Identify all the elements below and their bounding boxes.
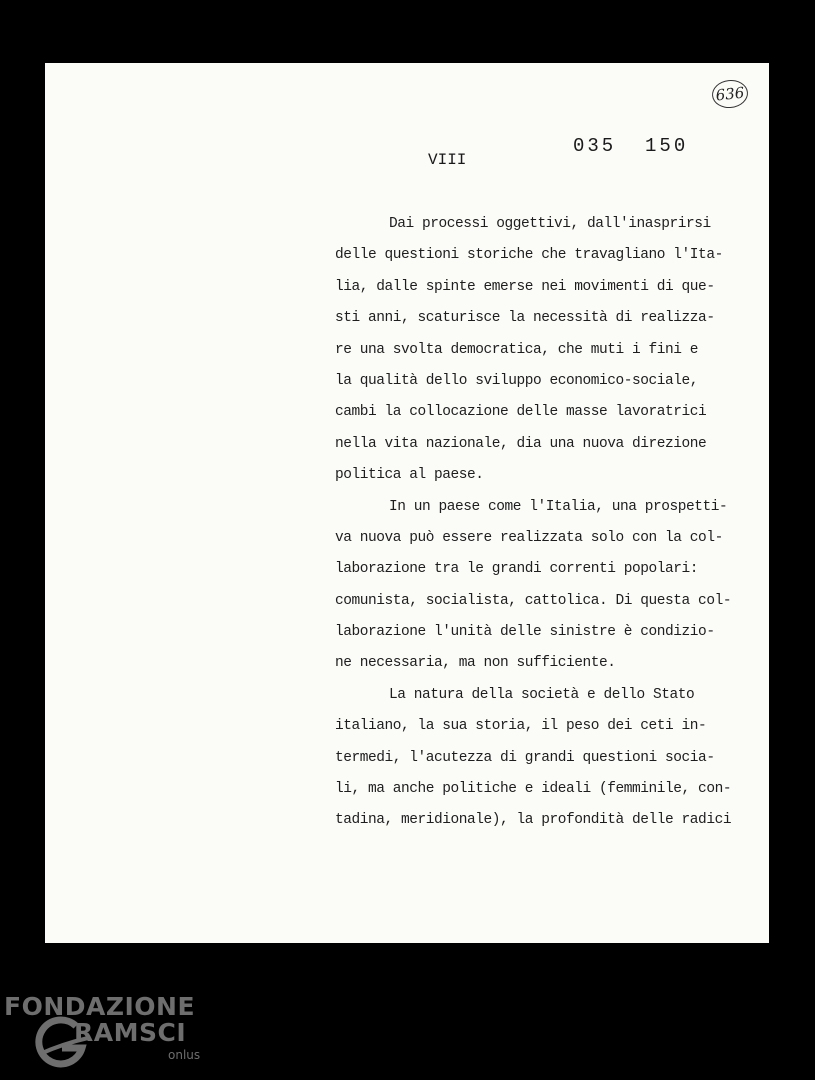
text-line: comunista, socialista, cattolica. Di questa col- <box>335 592 732 609</box>
text-line: sti anni, scaturisce la necessità di realizza- <box>335 310 715 327</box>
text-line: ne necessaria, ma non sufficiente. <box>335 655 616 672</box>
document-number: 035 150 <box>573 135 689 157</box>
text-line: va nuova può essere realizzata solo con la col- <box>335 529 723 546</box>
text-line: politica al paese. <box>335 467 484 484</box>
text-line: re una svolta democratica, che muti i fini e <box>335 341 699 358</box>
logo-line-onlus: onlus <box>168 1048 201 1062</box>
document-page <box>45 63 769 943</box>
text-line: italiano, la sua storia, il peso dei ceti in- <box>335 718 707 735</box>
text-line: tadina, meridionale), la profondità delle radici <box>335 812 732 829</box>
fondazione-gramsci-logo <box>4 992 204 1072</box>
text-line: termedi, l'acutezza di grandi questioni socia- <box>335 749 715 766</box>
text-line: laborazione tra le grandi correnti popolari: <box>335 561 699 578</box>
text-line: nella vita nazionale, dia una nuova direzione <box>335 435 707 452</box>
text-line: delle questioni storiche che travagliano l'Ita- <box>335 247 723 264</box>
text-line: laborazione l'unità delle sinistre è condizio- <box>335 624 715 641</box>
typed-text-body <box>335 209 767 837</box>
archive-page-stamp: 636 <box>711 78 750 110</box>
text-line: li, ma anche politiche e ideali (femminile, con- <box>335 781 732 798</box>
text-line: Dai processi oggettivi, dall'inasprirsi <box>389 216 711 232</box>
logo-line-gramsci: RAMSCI <box>74 1018 187 1047</box>
text-line: cambi la collocazione delle masse lavoratrici <box>335 404 707 421</box>
text-line: la qualità dello sviluppo economico-sociale, <box>335 372 699 389</box>
text-line: In un paese come l'Italia, una prospetti- <box>389 498 728 515</box>
text-line: lia, dalle spinte emerse nei movimenti di que- <box>335 278 715 295</box>
logo-line-fondazione: FONDAZIONE <box>4 992 196 1021</box>
text-line: La natura della società e dello Stato <box>389 686 695 703</box>
section-numeral: VIII <box>428 151 467 169</box>
